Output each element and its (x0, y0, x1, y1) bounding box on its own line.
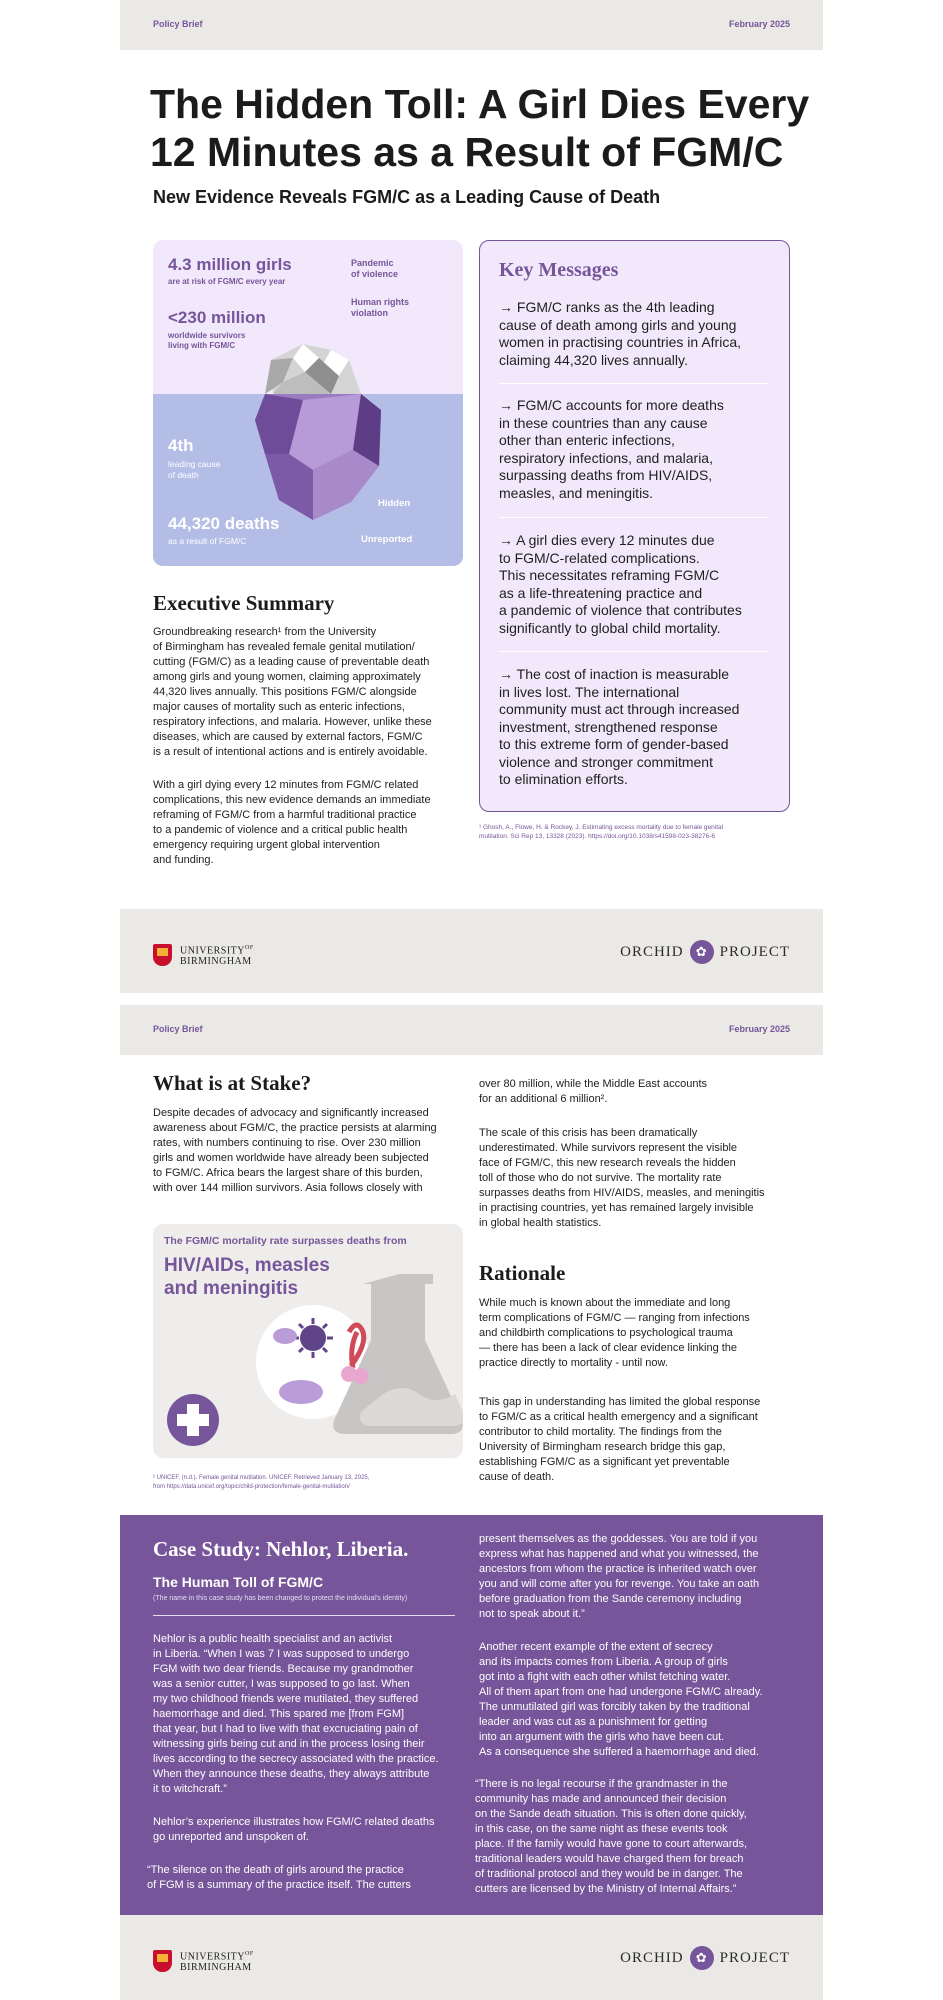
km1-line: → FGM/C ranks as the 4th leading (499, 299, 715, 315)
executive-summary-heading: Executive Summary (153, 591, 335, 615)
tag-pandemic-1: Pandemic (351, 258, 394, 268)
km3-line: as a life-threatening practice and (499, 584, 703, 601)
text-line: “The silence on the death of girls around the practice (147, 1864, 404, 1876)
km3-line: significantly to global child mortality. (499, 619, 721, 636)
uob-line: UNIVERSITY (180, 945, 245, 957)
stake-para-2 (479, 1126, 799, 1231)
text-line: When they announce these deaths, they always attribute (153, 1768, 430, 1780)
stake-para-1-cont (479, 1077, 799, 1107)
uob-line: BIRMINGHAM (180, 1962, 252, 1974)
stat-rank-caption-1: leading cause (168, 459, 221, 469)
orchid-flower-icon: ✿ (690, 940, 714, 964)
text-line: With a girl dying every 12 minutes from FGM/C related (153, 779, 419, 791)
title-line-1: The Hidden Toll: A Girl Dies Every (150, 81, 810, 127)
stake-heading: What is at Stake? (153, 1071, 312, 1095)
text-line: into an argument with the girls who have been cut. (479, 1731, 725, 1743)
km1-line: claiming 44,320 lives annually. (499, 351, 688, 368)
tag-human-rights-1: Human rights (351, 297, 410, 307)
km3-line: → A girl dies every 12 minutes due (499, 532, 715, 548)
text-line: contributor to child mortality. The findings from the (479, 1426, 722, 1438)
text-line: diseases, which are caused by external factors, FGM/C (153, 731, 423, 743)
title-line-2: 12 Minutes as a Result of FGM/C (150, 129, 784, 175)
mortality-card-lead: The FGM/C mortality rate surpasses deaths from (164, 1235, 407, 1247)
stat-survivors-caption-2: living with FGM/C (168, 341, 236, 350)
footnote-line: ² UNICEF. (n.d.). Female genital mutilation. UNICEF. Retrieved January 13, 2025, (153, 1475, 370, 1481)
text-line: present themselves as the goddesses. You are told if you (479, 1533, 758, 1545)
km1-line: cause of death among girls and young (499, 316, 737, 333)
rationale-para-2 (479, 1395, 799, 1485)
km4-line: investment, strengthened response (499, 718, 718, 735)
text-line: practice directly to mortality - until now. (479, 1357, 668, 1369)
orchid-project-logo (620, 1946, 790, 1970)
university-logo (153, 1949, 254, 1973)
km2-line: measles, and meningitis. (499, 484, 654, 501)
km2-line: other than enteric infections, (499, 432, 675, 448)
footnote-line: mutilation. Sci Rep 13, 13328 (2023). https://doi.org/10.1038/s41598-023-38276-6 (479, 833, 715, 840)
page-footer (120, 1915, 823, 2000)
km2-line: in these countries than any cause (499, 414, 708, 431)
text-line: before graduation from the Sande ceremony including (479, 1593, 742, 1605)
disease-illustration (153, 1224, 463, 1458)
mortality-card (153, 1224, 463, 1458)
text-line: was a senior cutter, I was supposed to go last. When (153, 1678, 410, 1690)
text-line: is a result of intentional actions and is entirely avoidable. (153, 746, 428, 758)
case-para-6 (475, 1777, 809, 1897)
text-line: Groundbreaking research¹ from the University (153, 626, 377, 638)
text-line: over 80 million, while the Middle East accounts (479, 1078, 708, 1090)
text-line: cutting (FGM/C) as a leading cause of preventable death (153, 656, 430, 668)
km4-line: to elimination efforts. (499, 771, 628, 787)
text-line: and its impacts comes from Liberia. A group of girls (479, 1656, 728, 1668)
text-line: — there has been a lack of clear evidence linking the (479, 1342, 738, 1354)
case-study-heading: Case Study: Nehlor, Liberia. (153, 1537, 409, 1561)
stat-survivors-caption-1: worldwide survivors (168, 331, 246, 340)
uob-line: UNIVERSITY (180, 1951, 245, 1963)
header-label: Policy Brief (153, 19, 203, 29)
text-line: reframing of FGM/C from a harmful traditional practice (153, 809, 417, 821)
text-line: face of FGM/C, this new research reveals the hidden (479, 1157, 736, 1169)
rationale-para-1 (479, 1296, 799, 1371)
card-title-line: and meningitis (164, 1278, 299, 1299)
text-line: Nehlor’s experience illustrates how FGM/C related deaths (153, 1816, 435, 1828)
text-line: girls and women worldwide have already been subjected (153, 1152, 429, 1164)
orchid-word: ORCHID (620, 1949, 684, 1966)
text-line: ancestors from whom the practice is inherited watch over (479, 1563, 757, 1575)
text-line: toll of those who do not survive. The mortality rate (479, 1172, 722, 1184)
crest-icon (153, 1950, 172, 1972)
stat-girls-at-risk: 4.3 million girls (168, 255, 292, 274)
km2-line: respiratory infections, and malaria, (499, 449, 713, 466)
stake-para-1 (153, 1106, 473, 1196)
text-line: complications, this new evidence demands an immediate (153, 794, 431, 806)
uob-of: OF (245, 945, 254, 951)
km3-line: a pandemic of violence that contributes (499, 602, 742, 618)
text-line: for an additional 6 million². (479, 1093, 608, 1105)
km4-line: in lives lost. The international (499, 683, 680, 700)
text-line: to FGM/C. Africa bears the largest share of this burden, (153, 1167, 423, 1179)
case-para-1 (153, 1632, 473, 1797)
text-line: not to speak about it.” (479, 1608, 585, 1620)
footnote-line: ¹ Ghosh, A., Flowe, H. & Rockey, J. Estimating excess mortality due to female genital (479, 824, 724, 831)
text-line: While much is known about the immediate and long (479, 1297, 731, 1309)
header-date: February 2025 (728, 1024, 790, 1034)
case-study-divider (153, 1615, 455, 1616)
text-line: to FGM/C as a critical health emergency and a significant (479, 1411, 758, 1423)
orchid-flower-icon: ✿ (690, 1946, 714, 1970)
case-para-5 (479, 1640, 809, 1760)
text-line: underestimated. While survivors represent the visible (479, 1142, 738, 1154)
text-line: go unreported and unspoken of. (153, 1831, 309, 1843)
text-line: and funding. (153, 854, 214, 866)
text-line: establishing FGM/C as a significant yet preventable (479, 1456, 730, 1468)
text-line: The scale of this crisis has been dramatically (479, 1127, 698, 1139)
header-date: February 2025 (728, 19, 790, 29)
text-line: on the Sande death situation. This is often done quickly, (475, 1808, 747, 1820)
km4-line: → The cost of inaction is measurable (499, 666, 730, 682)
text-line: of FGM is a summary of the practice itself. The cutters (147, 1879, 411, 1891)
text-line: As a consequence she suffered a haemorrhage and died. (479, 1746, 759, 1758)
km4-line: to this extreme form of gender-based (499, 736, 729, 752)
rationale-heading: Rationale (479, 1261, 566, 1285)
stat-survivors: <230 million (168, 308, 266, 327)
case-para-4 (479, 1532, 809, 1622)
tag-human-rights-2: violation (351, 308, 389, 318)
tag-hidden: Hidden (378, 498, 411, 509)
text-line: Despite decades of advocacy and significantly increased (153, 1107, 429, 1119)
text-line: of Birmingham has revealed female genital mutilation/ (153, 641, 415, 653)
text-line: in practising countries, yet has remained largely invisible (479, 1202, 754, 1214)
km3-line: to FGM/C-related complications. (499, 549, 700, 566)
footnote-2 (153, 1474, 453, 1492)
stat-girls-at-risk-caption: are at risk of FGM/C every year (168, 277, 286, 286)
text-line: traditional leaders would have charged them for breach (475, 1853, 744, 1865)
text-line: my two childhood friends were mutilated, they suffered (153, 1693, 419, 1705)
km2-line: surpassing deaths from HIV/AIDS, (499, 467, 713, 483)
case-para-2 (153, 1815, 473, 1845)
km4-line: violence and stronger commitment (499, 753, 713, 770)
km1-line: women in practising countries in Africa, (499, 334, 741, 350)
text-line: to a pandemic of violence and a critical public health (153, 824, 408, 836)
text-line: express what has happened and what you witnessed, the (479, 1548, 759, 1560)
uob-of: OF (245, 1951, 254, 1957)
stat-deaths: 44,320 deaths (168, 514, 280, 533)
text-line: surpasses deaths from HIV/AIDS, measles, and meningitis (479, 1187, 765, 1199)
page-subtitle: New Evidence Reveals FGM/C as a Leading Cause of Death (153, 187, 661, 207)
text-line: lives according to the secrecy associated with the practice. (153, 1753, 439, 1765)
text-line: 44,320 lives annually. This positions FGM/C alongside (153, 686, 417, 698)
text-line: community has made and announced their decision (475, 1793, 727, 1805)
km2-line: → FGM/C accounts for more deaths (499, 397, 724, 413)
text-line: Another recent example of the extent of secrecy (479, 1641, 713, 1653)
orchid-word: ORCHID (620, 943, 684, 960)
text-line: that year, but I had to live with that excruciating pain of (153, 1723, 418, 1735)
text-line: in Liberia. “When I was 7 I was supposed to undergo (153, 1648, 410, 1660)
text-line: leader and was cut as a punishment for getting (479, 1716, 708, 1728)
text-line: respiratory infections, and malaria. However, unlike these (153, 716, 432, 728)
text-line: cause of death. (479, 1471, 555, 1483)
uob-line: BIRMINGHAM (180, 956, 252, 968)
card-title-line: HIV/AIDs, measles (164, 1255, 330, 1276)
text-line: “There is no legal recourse if the grandmaster in the (475, 1778, 728, 1790)
text-line: emergency requiring urgent global intervention (153, 839, 380, 851)
text-line: among girls and young women, claiming approximately (153, 671, 421, 683)
stat-rank: 4th (168, 436, 194, 455)
text-line: it to witchcraft.” (153, 1783, 227, 1795)
text-line: This gap in understanding has limited the global response (479, 1396, 761, 1408)
text-line: witnessing girls being cut and in the process losing their (153, 1738, 425, 1750)
text-line: major causes of mortality such as enteric infections, (153, 701, 405, 713)
project-word: PROJECT (719, 943, 790, 960)
text-line: Nehlor is a public health specialist and an activist (153, 1633, 393, 1645)
text-line: you and will come after you for revenge. You take an oath (479, 1578, 760, 1590)
text-line: The unmutilated girl was forcibly taken by the traditional (479, 1701, 750, 1713)
text-line: place. If the family would have gone to court afterwards, (475, 1838, 748, 1850)
case-study-section (120, 1515, 823, 1915)
text-line: term complications of FGM/C — ranging from infections (479, 1312, 750, 1324)
footnote-line: from https://data.unicef.org/topic/child-protection/female-genital-mutilation/ (153, 1484, 350, 1490)
text-line: FGM with two dear friends. Because my grandmother (153, 1663, 414, 1675)
text-line: All of them apart from one had undergone FGM/C already. (479, 1686, 763, 1698)
text-line: awareness about FGM/C, the practice persists at alarming (153, 1122, 437, 1134)
key-messages-heading: Key Messages (499, 259, 619, 281)
case-para-3 (147, 1863, 467, 1893)
text-line: and childbirth complications to psychological trauma (479, 1327, 733, 1339)
km4-line: community must act through increased (499, 701, 740, 717)
text-line: in this case, on the same night as these events took (475, 1823, 728, 1835)
text-line: with over 144 million survivors. Asia follows closely with (153, 1182, 423, 1194)
text-line: University of Birmingham research bridge this gap, (479, 1441, 726, 1453)
project-word: PROJECT (719, 1949, 790, 1966)
text-line: haemorrhage and died. This spared me [from FGM] (153, 1708, 405, 1720)
text-line: cutters are licensed by the Ministry of Internal Affairs.” (475, 1883, 737, 1895)
text-line: in global health statistics. (479, 1217, 602, 1229)
case-study-subheading: The Human Toll of FGM/C (153, 1574, 324, 1590)
stat-rank-caption-2: of death (168, 470, 199, 480)
stat-deaths-caption: as a result of FGM/C (168, 536, 247, 546)
tag-pandemic-2: of violence (351, 269, 399, 279)
text-line: of traditional protocol and they would be in danger. The (475, 1868, 743, 1880)
case-study-note: (The name in this case study has been changed to protect the individual's identity) (153, 1595, 408, 1602)
tag-unreported: Unreported (361, 534, 413, 545)
text-line: rates, with numbers continuing to rise. Over 230 million (153, 1137, 421, 1149)
header-label: Policy Brief (153, 1024, 203, 1034)
university-wordmark (180, 1949, 254, 1973)
km3-line: This necessitates reframing FGM/C (499, 567, 720, 583)
text-line: got into a fight with each other whilst fetching water. (479, 1671, 731, 1683)
page-2-content (120, 0, 823, 2000)
